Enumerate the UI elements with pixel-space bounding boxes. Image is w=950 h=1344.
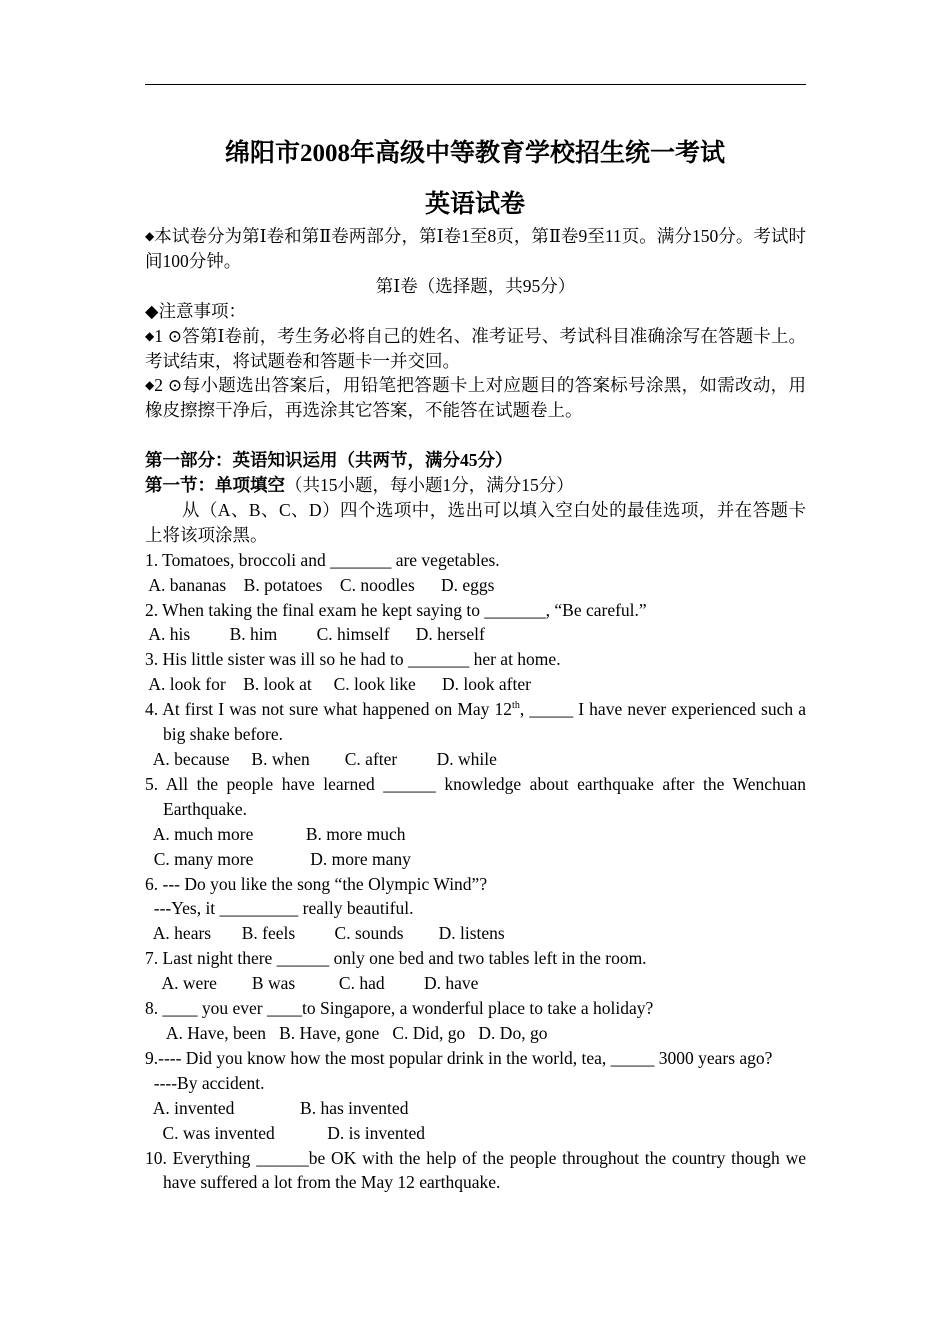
intro-text: 本试卷分为第Ⅰ卷和第Ⅱ卷两部分，第Ⅰ卷1至8页，第Ⅱ卷9至11页。满分150分。考试时间100分钟。 [145,226,806,271]
exam-body [145,224,806,1195]
question-6-reply: ---Yes, it _________ really beautiful. [145,898,414,919]
question-5-options-row2: C. many more D. more many [145,848,411,869]
intro-paragraph [145,224,806,274]
question-4-text-a: 4. At first I was not sure what happened on May 12 [145,699,513,720]
diamond-bullet-icon: ◆ [145,229,155,243]
question-8-options: A. Have, been B. Have, gone C. Did, go D. Do, go [145,1022,548,1043]
section1-heading [145,473,806,498]
note-2-text: 2 ⊙每小题选出答案后，用铅笔把答题卡上对应题目的答案标号涂黑，如需改动，用橡皮擦擦干净后，再选涂其它答案，不能答在试题卷上。 [145,375,806,421]
exam-subtitle: 英语试卷 [424,191,525,218]
header-rule [145,84,806,85]
note-2 [145,373,806,423]
question-2-options: A. his B. him C. himself D. herself [145,624,485,645]
question-10: 10. Everything ______be OK with the help of the people throughout the country though we have suffered a lot from the May 12 earthquake. [145,1147,806,1193]
note-1 [145,324,806,374]
section1-title: 第一节：单项填空 [145,475,285,496]
directions: 从（A、B、C、D）四个选项中，选出可以填入空白处的最佳选项，并在答题卡上将该项涂黑。 [145,499,806,545]
notes-heading: ◆注意事项： [145,300,246,321]
spacer [145,423,806,448]
section1-detail: （共15小题，每小题1分，满分15分） [285,475,574,496]
question-9-options-row2: C. was invented D. is invented [145,1122,425,1143]
question-1-options: A. bananas B. potatoes C. noodles D. eggs [145,574,495,595]
exam-title: 绵阳市2008年高级中等教育学校招生统一考试 [224,140,725,167]
question-7: 7. Last night there ______ only one bed and two tables left in the room. [145,948,647,969]
question-9-reply: ----By accident. [145,1072,265,1093]
ordinal-suffix: th [512,700,520,712]
question-7-options: A. were B was C. had D. have [145,973,479,994]
part1-heading: 第一部分：英语知识运用（共两节，满分45分） [145,450,513,471]
question-4-options: A. because B. when C. after D. while [145,749,497,770]
question-4-text-b: , _____ I have never experienced such a big shake before. [163,699,806,745]
question-2: 2. When taking the final exam he kept saying to _______, “Be careful.” [145,599,647,620]
question-5-options-row1: A. much more B. more much [145,823,406,844]
question-9: 9.---- Did you know how the most popular drink in the world, tea, _____ 3000 years ago? [145,1047,773,1068]
note-1-text: 1 ⊙答第Ⅰ卷前，考生务必将自己的姓名、准考证号、考试科目准确涂写在答题卡上。考试结束，将试题卷和答题卡一并交回。 [145,325,806,371]
question-4 [145,697,806,747]
question-6-options: A. hears B. feels C. sounds D. listens [145,923,505,944]
question-3: 3. His little sister was ill so he had to _______ her at home. [145,649,561,670]
question-5: 5. All the people have learned ______ knowledge about earthquake after the Wenchuan Earthquake. [145,773,806,819]
question-6: 6. --- Do you like the song “the Olympic Wind”? [145,873,488,894]
question-8: 8. ____ you ever ____to Singapore, a wonderful place to take a holiday? [145,998,654,1019]
question-1: 1. Tomatoes, broccoli and _______ are vegetables. [145,549,500,570]
question-9-options-row1: A. invented B. has invented [145,1097,409,1118]
diamond-bullet-icon: ◆ [145,378,155,393]
volume1-heading: 第Ⅰ卷（选择题，共95分） [375,275,576,296]
question-3-options: A. look for B. look at C. look like D. look after [145,674,531,695]
diamond-bullet-icon: ◆ [145,328,155,343]
